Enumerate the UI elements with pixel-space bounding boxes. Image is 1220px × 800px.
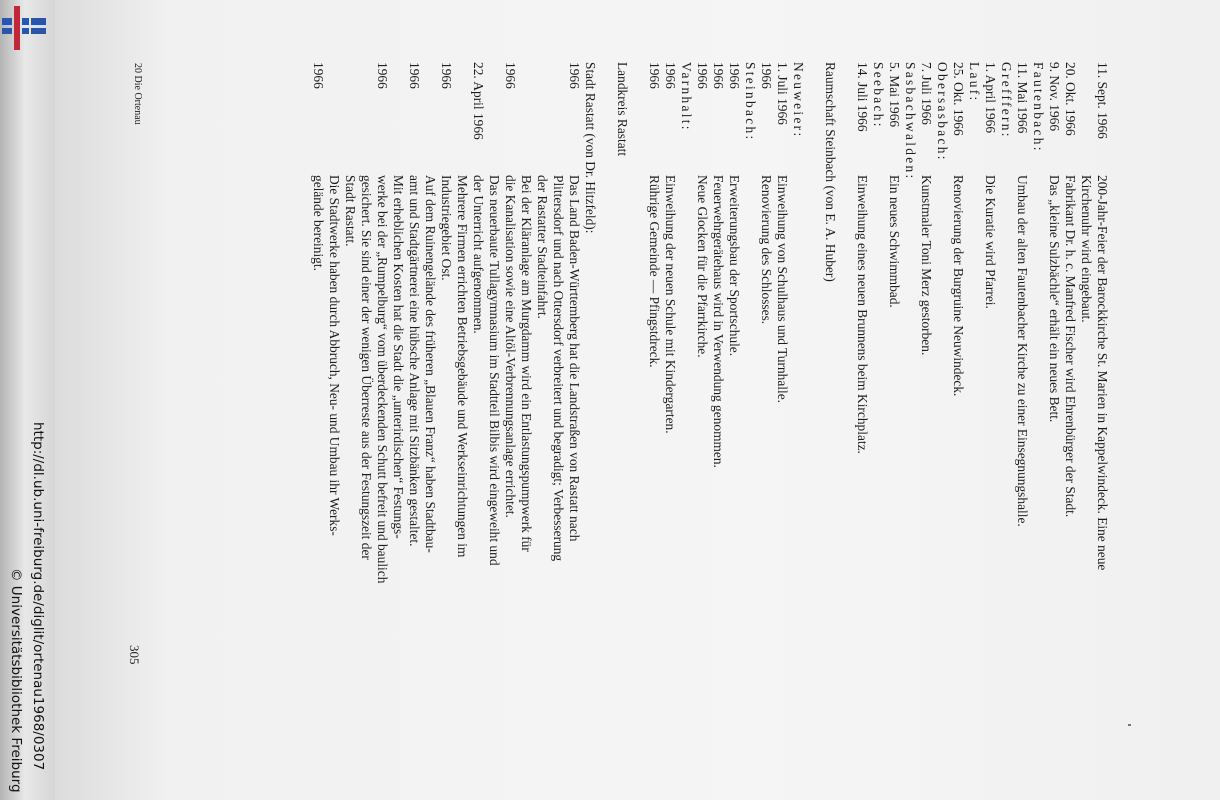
event-line: der Rastatter Stadteinfahrt.	[535, 175, 550, 319]
event-line: Erweiterungsbau der Sportschule.	[727, 175, 742, 357]
date-entry: 22. April 1966	[471, 62, 486, 140]
date-entry: 1966	[759, 62, 774, 89]
date-entry: 1966	[375, 62, 390, 89]
date-entry: Varnhalt:	[679, 62, 694, 132]
date-entry: 1. Juli 1966	[775, 62, 790, 125]
date-entry: 20. Okt. 1966	[1063, 62, 1078, 136]
event-line: Bei der Kläranlage am Murgdamm wird ein Entlastungspumpwerk für	[519, 175, 534, 552]
date-entry: 1966	[311, 62, 326, 89]
event-line: Einweihung der neuen Schule mit Kindergarten.	[663, 175, 678, 434]
event-line	[998, 175, 1014, 583]
date-entry: 1966	[503, 62, 518, 89]
date-entry: 1. April 1966	[983, 62, 998, 134]
event-line: Renovierung der Burgruine Neuwindeck.	[951, 175, 966, 397]
date-entry: Steinbach:	[743, 62, 758, 142]
date-entry: 1966	[439, 62, 454, 89]
event-line: Mehrere Firmen errichten Betriebsgebäude und Werkseinrichtungen im	[455, 175, 470, 558]
event-line: Plittersdorf und nach Ottersdorf verbreitert und begradigt; Verbesserung	[551, 175, 566, 562]
event-line	[822, 175, 838, 583]
event-line: Einweihung eines neuen Brunnens beim Kirchplatz.	[855, 175, 870, 454]
event-line: Auf dem Ruinengelände des früheren „Blauen Franz“ haben Stadtbau-	[423, 175, 438, 553]
event-line: der Unterricht aufgenommen.	[471, 175, 486, 334]
event-line: Umbau der alten Fautenbacher Kirche zu einer Einsegnungshalle.	[1015, 175, 1030, 527]
date-entry: Landkreis Rastatt	[615, 62, 630, 157]
event-line: Die Stadtwerke haben durch Abbruch, Neu- und Umbau ihr Werks-	[327, 175, 342, 536]
viewer-sidebar	[0, 0, 55, 800]
date-entry: 1966	[695, 62, 710, 89]
event-line: Rührige Gemeinde — Pfingstdreck.	[647, 175, 662, 368]
event-line: gelände bereinigt.	[311, 175, 326, 271]
event-line	[614, 175, 630, 583]
event-line	[598, 175, 614, 583]
date-entry: 1966	[711, 62, 726, 89]
event-line	[838, 175, 854, 583]
date-entry: 1966	[407, 62, 422, 89]
event-line: Kirchenuhr wird eingebaut.	[1079, 175, 1094, 323]
event-line	[870, 175, 886, 583]
date-entry: 1966	[647, 62, 662, 89]
event-line: Die Kuratie wird Pfarrei.	[983, 175, 998, 309]
copyright-notice: © Universitätsbibliothek Freiburg	[8, 568, 24, 793]
event-line: Das „kleine Sulzbächle“ erhält ein neues Bett.	[1047, 175, 1062, 423]
event-line	[966, 175, 982, 583]
date-entry: Fautenbach:	[1031, 62, 1046, 153]
event-line: Das Land Baden-Württemberg hat die Landstraßen von Rastatt nach	[567, 175, 582, 542]
event-line: Das neuerbaute Tullagymnasium im Stadtteil Bilbis wird eingeweiht und	[487, 175, 502, 566]
event-line	[934, 175, 950, 583]
scan-speck	[1128, 724, 1131, 726]
event-line	[1030, 175, 1046, 583]
event-line: die Kanalisation sowie eine Altöl-Verbrennungsanlage errichtet.	[503, 175, 518, 518]
date-entry: 11. Mai 1966	[1015, 62, 1030, 134]
event-line: amt und Stadtgärtnerei eine hübsche Anlage mit Sitzbänken gestaltet.	[407, 175, 422, 547]
event-line: Industriegebiet Ost.	[439, 175, 454, 281]
date-entry: 1966	[727, 62, 742, 89]
date-entry: 9. Nov. 1966	[1047, 62, 1062, 132]
date-entry: Neuweier:	[791, 62, 806, 139]
date-entry: 25. Okt. 1966	[951, 62, 966, 136]
event-line: Neue Glocken für die Pfarrkirche.	[695, 175, 710, 358]
event-line	[582, 175, 598, 583]
date-entry: 14. Juli 1966	[855, 62, 870, 132]
event-line: werke bei der „Rumpelburg“ vom überdeckenden Schutt befreit und baulich	[375, 175, 390, 584]
event-line	[742, 175, 758, 583]
university-logo-icon[interactable]	[2, 6, 46, 50]
event-line: Ein neues Schwimmbad.	[887, 175, 902, 308]
event-line: Mit erheblichen Kosten hat die Stadt die „unterirdischen“ Festungs-	[391, 175, 406, 539]
date-entry: Obersasbach:	[935, 62, 950, 162]
date-entry: 5. Mai 1966	[887, 62, 902, 128]
event-line: Stadt Rastatt.	[343, 175, 358, 247]
date-entry: Lauf:	[967, 62, 982, 103]
event-line: Fabrikant Dr. h. c. Manfred Fischer wird Ehrenbürger der Stadt.	[1063, 175, 1078, 518]
event-line: Renovierung des Schlosses.	[759, 175, 774, 325]
event-line: Kunstmaler Toni Merz gestorben.	[919, 175, 934, 356]
date-entry: Sasbachwalden:	[903, 62, 918, 181]
event-line: gesichert. Sie sind einer der wenigen Überreste aus der Festungszeit der	[359, 175, 374, 560]
date-entry: 1966	[567, 62, 582, 89]
date-entry: Raumschaft Steinbach (von E. A. Huber)	[823, 62, 838, 282]
event-line: Einweihung von Schulhaus und Turnhalle.	[775, 175, 790, 404]
date-entry: 11. Sept. 1966	[1095, 62, 1110, 139]
page-number: 305	[127, 645, 142, 665]
event-line: Feuerwehrgerätehaus wird in Verwendung genommen.	[711, 175, 726, 468]
footer-label: 20 Die Ortenau	[132, 63, 143, 125]
date-entry: 1966	[663, 62, 678, 89]
event-line	[630, 175, 646, 583]
date-entry: Seebach:	[871, 62, 886, 129]
event-line	[806, 175, 822, 583]
event-line	[678, 175, 694, 583]
date-entry: 7. Juli 1966	[919, 62, 934, 125]
event-line	[790, 175, 806, 583]
date-entry: Grefffern:	[999, 62, 1014, 139]
event-line	[902, 175, 918, 583]
event-line: 200-Jahr-Feier der Barockkirche St. Marien in Kappelwindeck. Eine neue	[1095, 175, 1110, 571]
source-url[interactable]: http://dl.ub.uni-freiburg.de/diglit/ortenau1968/0307	[30, 422, 46, 771]
date-entry: Stadt Rastatt (von Dr. Hitzfeld):	[583, 62, 598, 234]
